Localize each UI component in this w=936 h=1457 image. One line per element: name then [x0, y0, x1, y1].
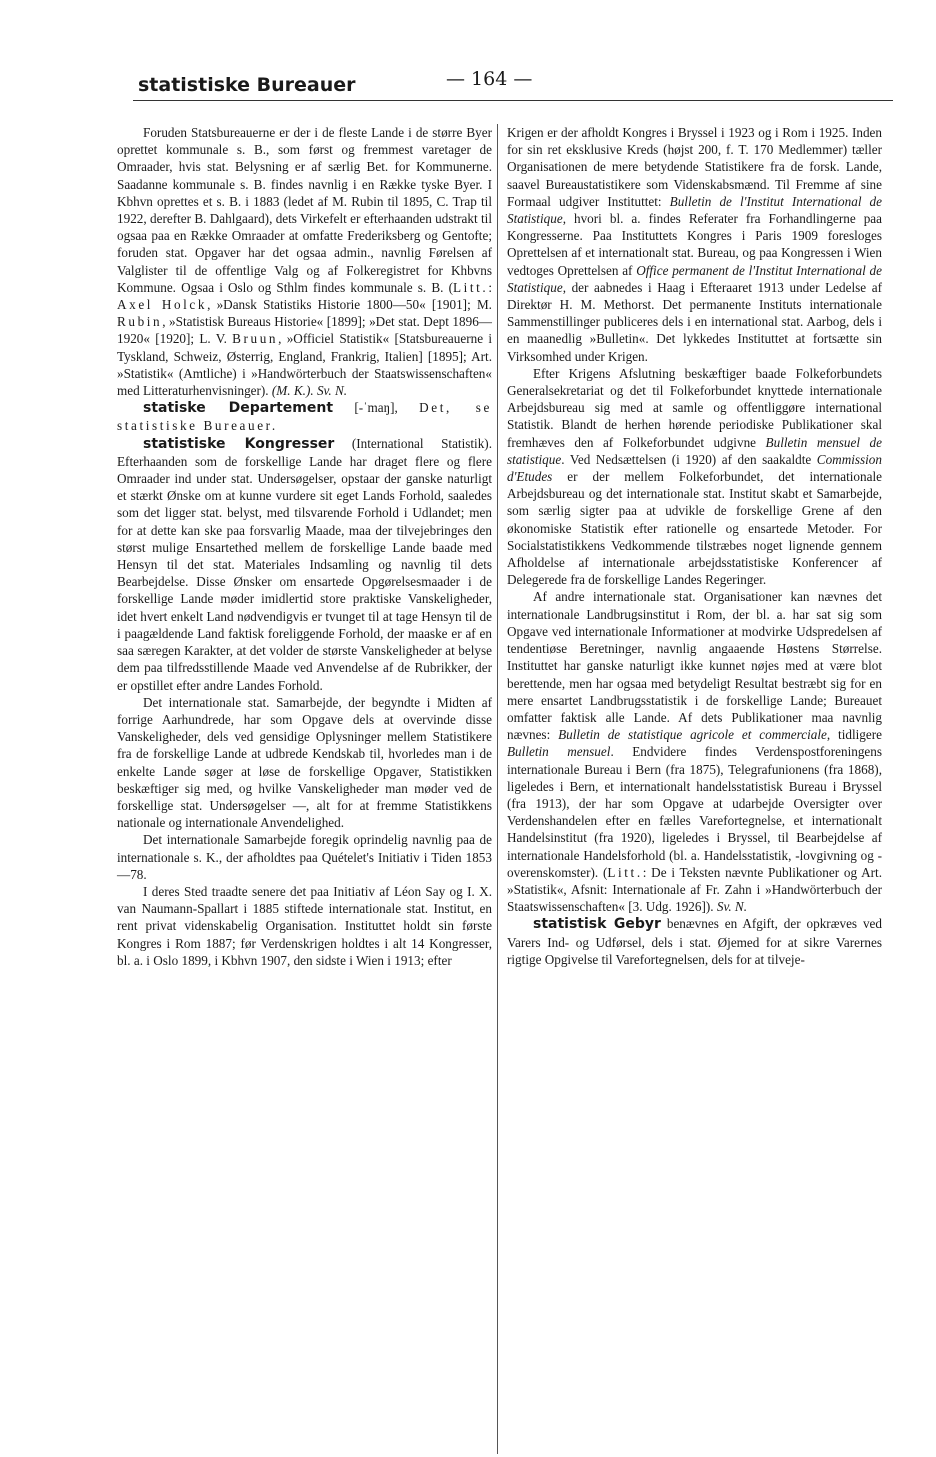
- header-rule: [133, 100, 893, 101]
- entry-headword: statistiske Kongresser: [143, 435, 335, 452]
- entry-headword: statiske Departement: [143, 400, 334, 417]
- right-column: [507, 124, 882, 968]
- paragraph-kongresser-historie: Det internationale Samarbejde foregik oprindelig navnlig paa de internationale s. K., der afholdtes paa Quételet's Initiativ i Tiden 1853—78.: [117, 832, 492, 882]
- paragraph-folkeforbundet: Efter Krigens Afslutning beskæftiger baade Folkeforbundets Generalsekretariat og det til Folkeforbundet knyttede internationale Arbejdsbureau sig med at samle og offentliggøre international Statistik. Blandt de herhen hørende periodiske Publikationer skal fremhæves den af Folkeforbundet udgivne Bulletin mensuel de statistique. Ved Nedsættelsen (i 1920) af den saakaldte Commission d'Etudes er der mellem Folkeforbundet, det internationale Arbejdsbureau og det internationale stat. Institut skabt et Samarbejde, som særlig sigter paa at udvikle de forskellige Grene af den økonomiske Statistik efter rationelle og ensartede Metoder. For Socialstatistikkens Vedkommende tilstræbes noget lignende gennem Afholdelse af internationale arbejdsstatistiske Konferencer af Delegerede fra de forskellige Landes Regeringer.: [507, 365, 882, 588]
- paragraph-kommunale-bureauer: Foruden Statsbureauerne er der i de fleste Lande i de større Byer oprettet kommunale s. B., som først og fremmest varetager de Omraader, hvis stat. Belysning er af særlig Bet. for Kommunerne. Saadanne kommunale s. B. findes navnlig i en Række tyske Byer. I Kbhvn oprettes et s. B. i 1883 (ledet af M. Rubin til 1895, C. Trap til 1922, derefter B. Dahlgaard), dets Virkefelt er efterhaanden udstrakt til ogsaa paa en Række Omraader at omfatte Frederiksberg og Gentofte; foruden stat. Opgaver har det ogsaa admin., navnlig Førelsen af Valglister til de offentlige Valg og af Folkeregistret for Khbvns Kommune. Ogsaa i Oslo og Sthlm findes kommunale s. B. (Litt.: Axel Holck, »Dansk Statistiks Historie 1800—50« [1901]; M. Rubin, »Statistisk Bureaus Historie« [1899]; »Det stat. Dept 1896—1920« [1920]; L. V. Bruun, »Officiel Statistik« [Statsbureauerne i Tyskland, Schweiz, Østerrig, England, Frankrig, Italien] [1895]; Art. »Statistik« (Amtliche) i »Handwörterbuch der Staatswissenschaften« med Litteraturhenvisninger). (M. K.). Sv. N.: [117, 125, 492, 399]
- paragraph-institut-cont: Krigen er der afholdt Kongres i Bryssel i 1923 og i Rom i 1925. Inden for sin ret eksklusive Kreds (højst 200, f. T. 170 Medlemmer) tæller Organisationen de mere betydende Statistikere fra de forsk. Lande, saavel Bureaustatistikere som Videnskabsmænd. Til Fremme af sine Formaal udgiver Instituttet: Bulletin de l'Institut International de Statistique, hvori bl. a. findes Referater fra Forhandlingerne paa Kongresserne. Paa Instituttets Kongres i Paris 1909 foresloges Oprettelsen af et internationalt stat. Bureau, og paa Kongressen i Wien vedtoges Oprettelsen af Office permanent de l'Institut International de Statistique, der aabnedes i Haag i Efteraaret 1913 under Ledelse af Direktør H. M. Methorst. Det permanente Instituts internationale Sammenstillinger publiceres dels i en international stat. Aarbog, dels i en maanedlig »Bulletin«. Det lykkedes Instituttet at fortsætte sin Virksomhed under Krigen.: [507, 125, 882, 364]
- entry-statistisk-gebyr: statistisk Gebyr benævnes en Afgift, der opkræves ved Varers Ind- og Udførsel, dels i stat. Øjemed for at sikre Varernes rigtige Opgivelse til Varefortegnelsen, dels for at tilveje-: [507, 916, 883, 967]
- page-number: — 164 —: [446, 68, 533, 90]
- entry-headword: statistisk Gebyr: [533, 916, 661, 933]
- paragraph-samarbejde: Det internationale stat. Samarbejde, der begyndte i Midten af forrige Aarhundrede, har som Opgave dels at overvinde disse Vanskeligheder, dels ved gensidige Oplysninger mellem Statistikere fra de forskellige Lande at udbrede Kendskab til, hvorledes man i de enkelte Lande søger at løse de forskellige Opgaver, Statistikken beskæftiger sig med, og hvilke Vanskeligheder man møder ved de forskellige stat. Undersøgelser —, alt for at fremme Statistikkens nationale og internationale Anvendelighed.: [117, 694, 492, 831]
- left-column: [117, 124, 492, 969]
- page-header: [133, 60, 893, 110]
- paragraph-andre-organisationer: Af andre internationale stat. Organisationer kan nævnes det internationale Landbrugsinstitut i Rom, der bl. a. har sat sig som Opgave ved internationale Informationer at modvirke Udspredelsen af tendentiøse Beretninger, navnlig angaaende Høstens Størrelse. Instituttet har ganske naturligt ikke kunnet nøjes med at være blot berettende, men har ogsaa med betydeligt Resultat bestræbt sig for en mere ensartet Landbrugsstatistik i de forskellige Lande; Bureauet omfatter faktisk alle Lande. Af dets Publikationer maa navnlig nævnes: Bulletin de statistique agricole et commerciale, tidligere Bulletin mensuel. Endvidere findes Verdenspostforeningens internationale Bureau i Bern (fra 1875), Telegrafunionens (fra 1868), ligeledes i Bern, et internationalt handelsstatistisk Bureau i Bryssel (fra 1913), der har som Opgave at udarbejde Oversigter over Verdenshandelen efter en fælles Varefortegnelse, et internationalt Handelsinstitut (fra 1920), ligeledes i Bryssel, til Bearbejdelse af internationale Handelsforhold (bl. a. Handelsstatistik, -lovgivning og -overenskomster). (Litt.: De i Teksten nævnte Publikationer og Art. »Statistik«, Afsnit: Internationale af Fr. Zahn i »Handwörterbuch der Staatswissenschaften« [3. Udg. 1926]). Sv. N.: [507, 589, 883, 915]
- entry-statistiske-departement: statiske Departement [-ˈmaŋ], Det, se statistiske Bureauer.: [117, 400, 492, 434]
- entry-statistiske-kongresser: statistiske Kongresser (International Statistik). Efterhaanden som de forskellige Lande har draget flere og flere Omraader ind under stat. Undersøgelser, opstaar der ganske naturligt et stærkt Ønske om at kunne vurdere sit eget Lands Forhold, saaledes som det ligger stat. belyst, med tilsvarende Forhold i Udlandet; men for at dette kan ske paa forsvarlig Maade, maa der tilvejebringes den størst mulige Ensartethed mellem de forskellige Lande baade med Hensyn til det stat. Materiales Indsamling og navnlig til dets Bearbejdelse. Disse Ønsker om ensartede Opgørelsesmaader i de forskellige Lande møder imidlertid store praktiske Vanskeligheder, idet hvert enkelt Land nødvendigvis er tvunget til at tage Hensyn til de i paagældende Land faktisk foreliggende Forhold, der maaske er af en saa særegen Karakter, at det volder de største Vanskeligheder at belyse dem paa tilfredsstillende Maade ved Anvendelse af de Rubrikker, der er opstillet efter andre Landes Forhold.: [117, 435, 492, 693]
- paragraph-institut: I deres Sted traadte senere det paa Initiativ af Léon Say og I. X. van Naumann-Spallart i 1885 stiftede internationale stat. Institut, en rent privat videnskabelig Organisation. Instituttet holdt sin første Kongres i Rom 1887; før Verdenskrigen holdtes i alt 14 Kongresser, bl. a. i Oslo 1899, i Kbhvn 1907, den sidste i Wien i 1913; efter: [117, 883, 492, 968]
- running-head: statistiske Bureauer: [138, 74, 356, 96]
- column-divider: [497, 124, 498, 1454]
